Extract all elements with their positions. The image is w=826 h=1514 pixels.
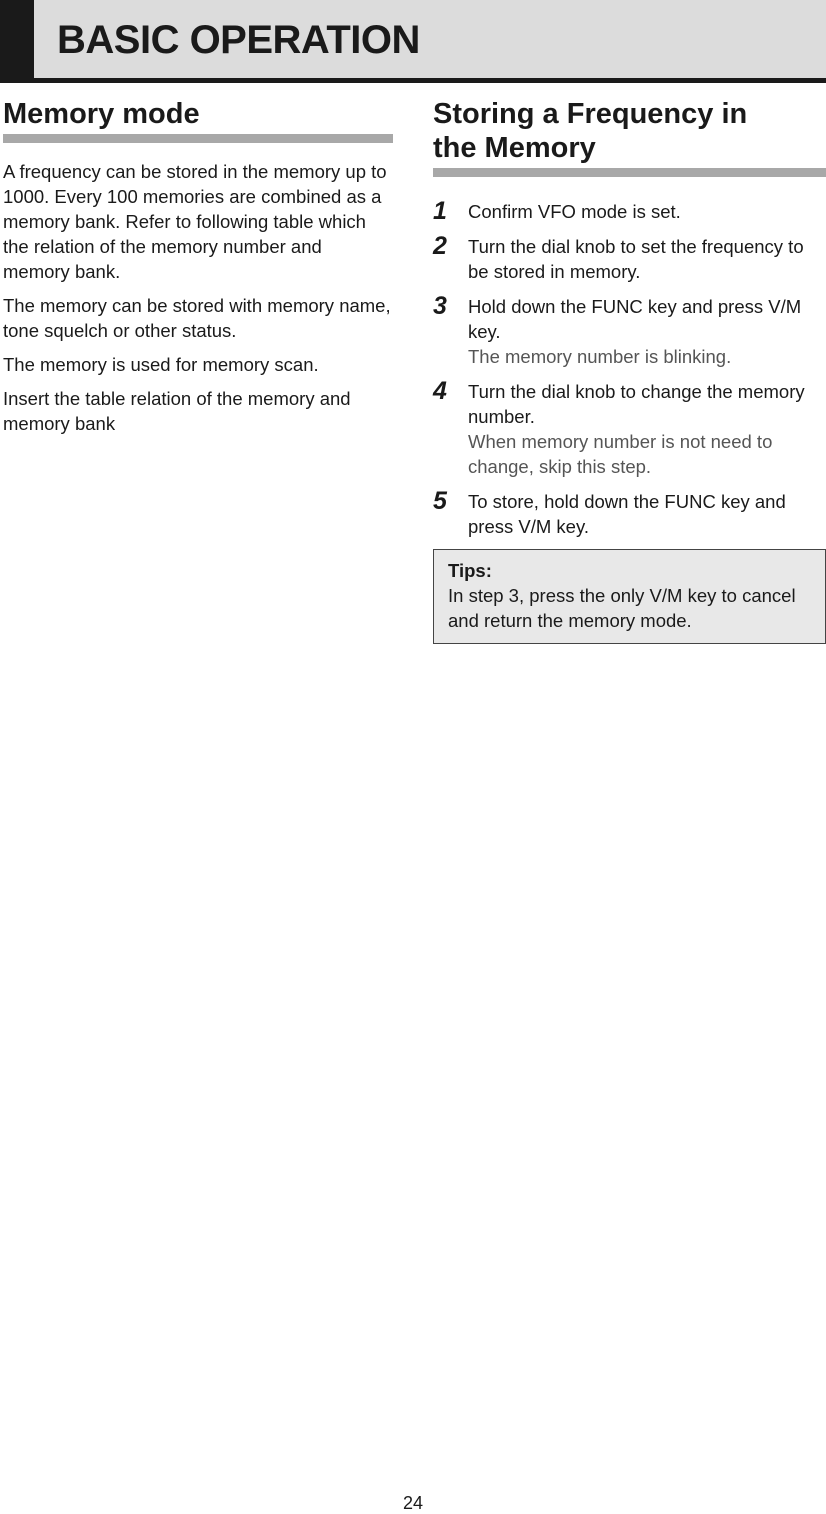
storing-frequency-heading [433,97,826,165]
step-text: Confirm VFO mode is set. [468,201,681,222]
step-list [433,199,826,539]
step-text: Turn the dial knob to change the memory number. [468,381,805,427]
header-tab-marker [0,0,34,83]
page-title: BASIC OPERATION [57,18,420,62]
tips-label: Tips: [448,560,492,581]
step-number: 5 [433,487,447,515]
step-number: 2 [433,232,447,260]
step-number: 1 [433,197,447,225]
storing-heading-line-2: the Memory [433,132,596,164]
step-item [433,294,826,369]
storing-heading-line-1: Storing a Frequency in [433,98,748,130]
step-item [433,234,826,284]
memory-mode-paragraph: The memory can be stored with memory name, tone squelch or other status. [3,295,391,341]
step-text: To store, hold down the FUNC key and press V/M key. [468,491,786,537]
step-number: 4 [433,377,447,405]
page-number: 24 [402,1493,424,1513]
step-text: Hold down the FUNC key and press V/M key. [468,296,802,342]
step-note: When memory number is not need to change, skip this step. [468,431,773,477]
tips-text: In step 3, press the only V/M key to cancel and return the memory mode. [448,585,796,631]
memory-mode-heading-rule [3,134,393,143]
memory-mode-paragraph: Insert the table relation of the memory and memory bank [3,388,351,434]
step-text: Turn the dial knob to set the frequency to be stored in memory. [468,236,804,282]
storing-frequency-section [433,97,826,644]
memory-mode-heading: Memory mode [3,98,200,130]
storing-heading-rule [433,168,826,177]
step-item [433,379,826,479]
tips-box [433,549,826,644]
memory-mode-paragraph: The memory is used for memory scan. [3,354,319,375]
step-number: 3 [433,292,447,320]
memory-mode-section [3,97,393,445]
step-item [433,489,826,539]
page-header [0,0,826,83]
step-item [433,199,826,224]
memory-mode-paragraph: A frequency can be stored in the memory up to 1000. Every 100 memories are combined as a memory bank. Refer to following table which the relation of the memory number and memory bank. [3,161,387,282]
step-note: The memory number is blinking. [468,346,732,367]
